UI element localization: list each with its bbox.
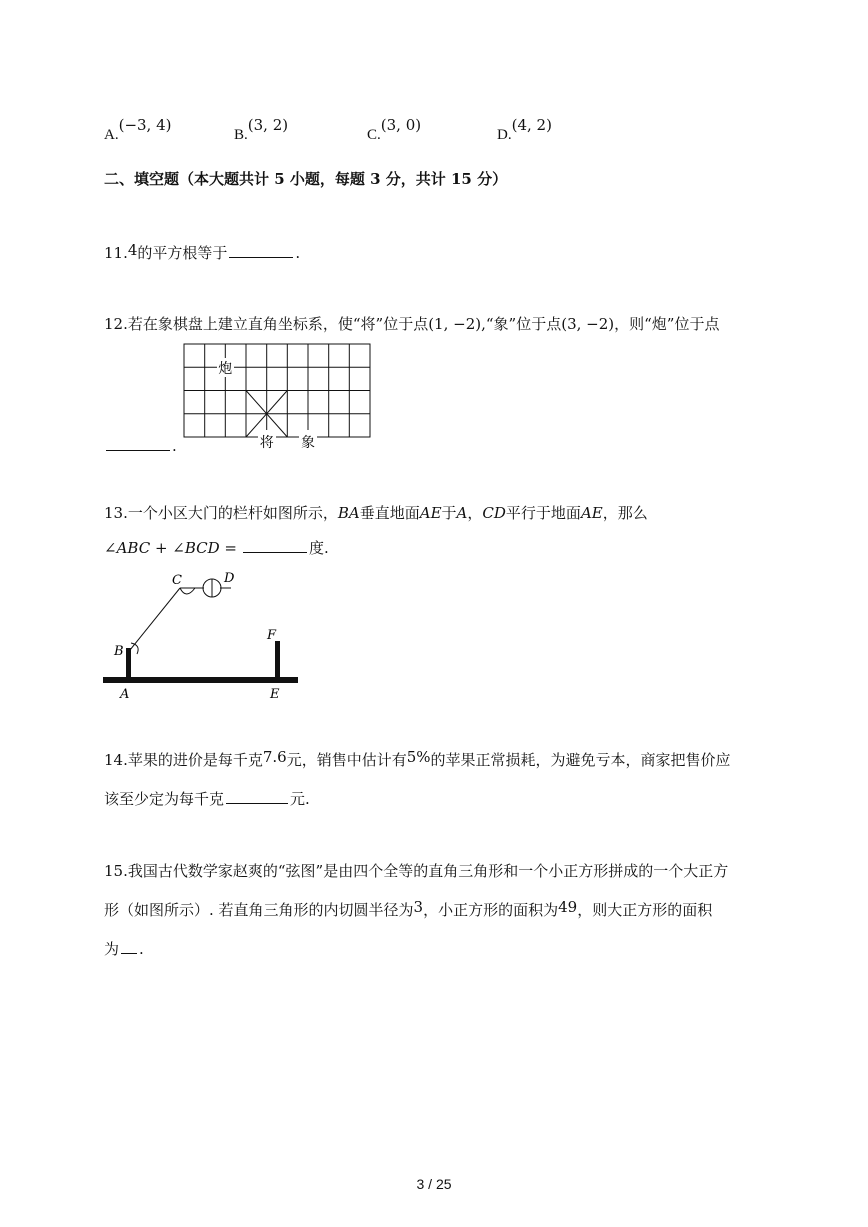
question-15-line-2 [104,899,712,920]
q14-text-1: 14.苹果的进价是每千克 [104,751,263,769]
question-11 [104,242,300,263]
q14-text-2: 元，销售中估计有 [286,751,407,769]
option-a-value: (−3, 4) [118,116,172,134]
q11-value: 4 [127,241,138,259]
q14-text-3: 的苹果正常损耗，为避免亏本，商家把售价应 [430,751,731,769]
label-b: B [114,644,124,659]
option-b-value: (3, 2) [247,116,289,134]
option-a-label: A. [104,127,119,143]
question-14 [104,749,731,770]
question-14-line-2 [104,788,310,809]
q13-ae: AE [419,504,442,522]
q15-text-3: ，则大正方形的面积 [577,901,713,919]
option-d-label: D. [497,127,512,143]
q12-text-3: ，则“炮”位于点 [614,315,720,333]
gate-barrier-figure [100,568,305,704]
option-a [104,116,172,144]
page-number: 3 / 25 [416,1176,452,1192]
question-15-line-3 [104,938,144,959]
q15-area: 49 [558,898,578,916]
option-d-value: (4, 2) [511,116,552,134]
q13-text-5: 平行于地面 [505,504,581,522]
q12-text-1: 12.若在象棋盘上建立直角坐标系，使“将”位于点 [104,315,429,333]
option-b-label: B. [234,127,248,143]
label-a: A [120,687,130,702]
answer-blank [121,952,137,954]
q15-text-1: 形（如图所示）. 若直角三角形的内切圆半径为 [104,901,414,919]
xiang-label: 象 [301,435,315,451]
q13-text-2: 垂直地面 [359,504,420,522]
q12-point-1: (1, −2) [428,315,482,333]
answer-blank [226,802,288,804]
q13-cd: CD [482,504,506,522]
q12-point-2: (3, −2) [561,315,615,333]
barrier-arm [130,588,180,650]
question-13-line-2 [104,537,329,558]
q14-end: 元. [290,790,310,808]
question-12 [104,313,719,334]
q15-text-2: ，小正方形的面积为 [423,901,559,919]
q12-end: . [172,437,177,455]
q12-answer-line [104,437,177,455]
q11-text: 的平方根等于 [137,244,228,262]
ground-line [103,677,298,683]
q15-radius: 3 [413,898,424,916]
q13-end: 度. [309,539,329,557]
answer-blank [106,449,170,451]
q13-expression: ∠ABC + ∠BCD = [104,539,237,557]
chess-board-figure [183,343,373,455]
q13-ae-2: AE [580,504,603,522]
option-c [367,116,422,144]
label-c: C [172,573,182,588]
q13-text-1: 13.一个小区大门的栏杆如图所示， [104,504,338,522]
option-d [497,116,552,144]
q13-text-4: ， [467,504,483,522]
jiang-label: 将 [259,435,274,451]
q14-price: 7.6 [262,748,287,766]
answer-blank [229,256,293,258]
q12-text-2: ,“象”位于点 [481,315,562,333]
q15-text-4: 为 [104,940,120,958]
option-b [234,116,289,144]
question-13 [104,502,648,523]
post-fe [275,641,280,680]
q14-text-4: 该至少定为每千克 [104,790,225,808]
post-ba [126,648,131,680]
q11-end: . [295,244,301,262]
pao-label: 炮 [218,361,233,377]
label-e: E [270,687,280,702]
option-c-label: C. [367,127,381,143]
q13-text-6: ，那么 [602,504,648,522]
section-heading: 二、填空题（本大题共计 5 小题，每题 3 分，共计 15 分） [104,170,508,188]
label-f: F [267,628,277,643]
q13-text-3: 于 [441,504,457,522]
q14-percent: 5% [406,748,431,766]
label-d: D [224,571,235,586]
q11-number: 11. [104,244,128,262]
q15-end: . [139,940,144,958]
answer-blank [243,551,307,553]
option-c-value: (3, 0) [380,116,422,134]
q13-ba: BA [337,504,360,522]
q13-a: A [456,504,468,522]
question-15: 15.我国古代数学家赵爽的“弦图”是由四个全等的直角三角形和一个小正方形拼成的一个大正方 [104,862,729,880]
